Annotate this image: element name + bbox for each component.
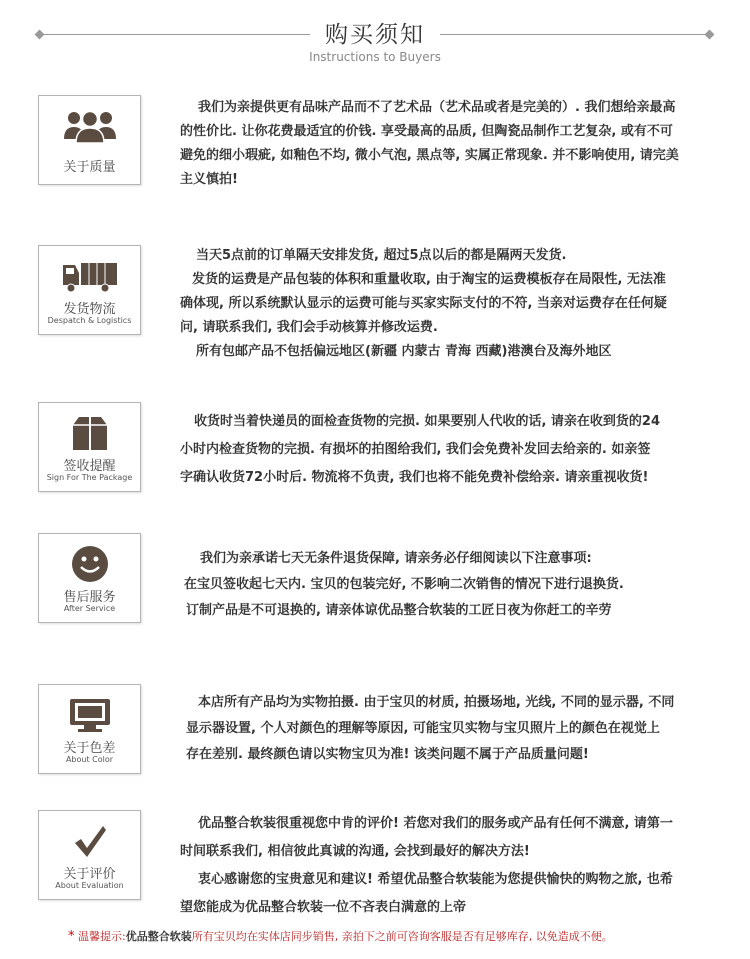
people-icon — [39, 106, 140, 146]
text-line: 小时内检查货物的完损. 有损坏的拍图给我们, 我们会免费补发回去给亲的. 如亲签 — [180, 442, 651, 457]
section-label: 发货物流 — [63, 302, 116, 317]
package-text — [180, 408, 660, 492]
evaluation-badge — [38, 810, 141, 900]
smiley-icon — [39, 544, 140, 584]
logistics-badge — [38, 245, 141, 335]
text-line: 当天5点前的订单隔天安排发货, 超过5点以后的都是隔两天发货. — [196, 248, 567, 263]
text-line: 我们为亲承诺七天无条件退货保障, 请亲务必仔细阅读以下注意事项: — [200, 551, 592, 566]
package-icon — [39, 413, 140, 453]
text-line: 显示器设置, 个人对颜色的理解等原因, 可能宝贝实物与宝贝照片上的颜色在视觉上 — [186, 721, 660, 736]
notice-prefix: 温馨提示: — [78, 930, 126, 943]
footer-notice — [68, 928, 613, 944]
text-line: 时间联系我们, 相信彼此真诚的沟通, 会找到最好的解决方法! — [180, 844, 530, 859]
monitor-icon — [39, 695, 140, 735]
text-line: 衷心感谢您的宝贵意见和建议! 希望优品整合软装能为您提供愉快的购物之旅, 也希 — [198, 872, 673, 887]
section-label-en: Sign For The Package — [46, 473, 133, 482]
logistics-text — [180, 244, 667, 364]
section-label-en: About Color — [65, 755, 114, 764]
text-line: 发货的运费是产品包装的体积和重量收取, 由于淘宝的运费模板存在局限性, 无法准 — [192, 272, 666, 287]
section-label-en: About Evaluation — [55, 881, 124, 890]
notice-text: 所有宝贝均在实体店同步销售, 亲拍下之前可咨询客服是否有足够库存, 以免造成不便。 — [191, 930, 613, 943]
text-line: 字确认收货72小时后. 物流将不负责, 我们也将不能免费补偿给亲. 请亲重视收货! — [180, 470, 649, 485]
after-service-text — [180, 546, 624, 624]
page-header — [0, 0, 750, 80]
text-line: 确体现, 所以系统默认显示的运费可能与买家实际支付的不符, 当亲对运费存在任何疑 — [180, 296, 667, 311]
text-line: 的性价比. 让你花费最适宜的价钱. 享受最高的品质, 但陶瓷品制作工艺复杂, 或有不可 — [180, 124, 673, 139]
text-line: 所有包邮产品不包括偏远地区(新疆 内蒙古 青海 西藏)港澳台及海外地区 — [196, 344, 612, 359]
text-line: 主义慎拍! — [180, 172, 238, 187]
quality-badge — [38, 95, 141, 185]
text-line: 本店所有产品均为实物拍摄. 由于宝贝的材质, 拍摄场地, 光线, 不同的显示器, 不同 — [198, 695, 675, 710]
text-line: 在宝贝签收起七天内. 宝贝的包装完好, 不影响二次销售的情况下进行退换货. — [184, 577, 624, 592]
color-badge — [38, 684, 141, 774]
evaluation-text — [180, 810, 673, 922]
text-line: 存在差别. 最终颜色请以实物宝贝为准! 该类问题不属于产品质量问题! — [186, 747, 589, 762]
text-line: 收货时当着快递员的面检查货物的完损. 如果要别人代收的话, 请亲在收到货的24 — [194, 414, 661, 429]
section-label: 关于评价 — [63, 867, 116, 882]
section-label-en: Despatch & Logistics — [47, 316, 132, 325]
brand-name: 优品整合软装 — [125, 930, 192, 943]
text-line: 订制产品是不可退换的, 请亲体谅优品整合软装的工匠日夜为你赶工的辛劳 — [186, 603, 612, 618]
truck-icon — [39, 256, 140, 296]
text-line: 避免的细小瑕疵, 如釉色不均, 微小气泡, 黑点等, 实属正常现象. 并不影响使用, 请完美 — [180, 148, 679, 163]
section-label: 关于质量 — [63, 160, 116, 175]
quality-text — [180, 96, 679, 192]
after-service-badge — [38, 533, 141, 623]
section-label: 售后服务 — [63, 590, 116, 605]
section-label-en: After Service — [63, 604, 116, 613]
page-title: 购买须知 — [325, 22, 425, 48]
star-icon: * — [68, 929, 75, 944]
text-line: 我们为亲提供更有品味产品而不了艺术品（艺术品或者是完美的）. 我们想给亲最高 — [198, 100, 676, 115]
section-label: 关于色差 — [63, 741, 116, 756]
text-line: 望您能成为优品整合软装一位不吝表白满意的上帝 — [180, 900, 467, 915]
checkmark-icon — [39, 821, 140, 861]
package-badge — [38, 402, 141, 492]
text-line: 优品整合软装很重视您中肯的评价! 若您对我们的服务或产品有任何不满意, 请第一 — [198, 816, 673, 831]
color-text — [180, 690, 674, 768]
page-subtitle: Instructions to Buyers — [309, 50, 441, 64]
section-label: 签收提醒 — [63, 459, 116, 474]
text-line: 问, 请联系我们, 我们会手动核算并修改运费. — [180, 320, 438, 335]
